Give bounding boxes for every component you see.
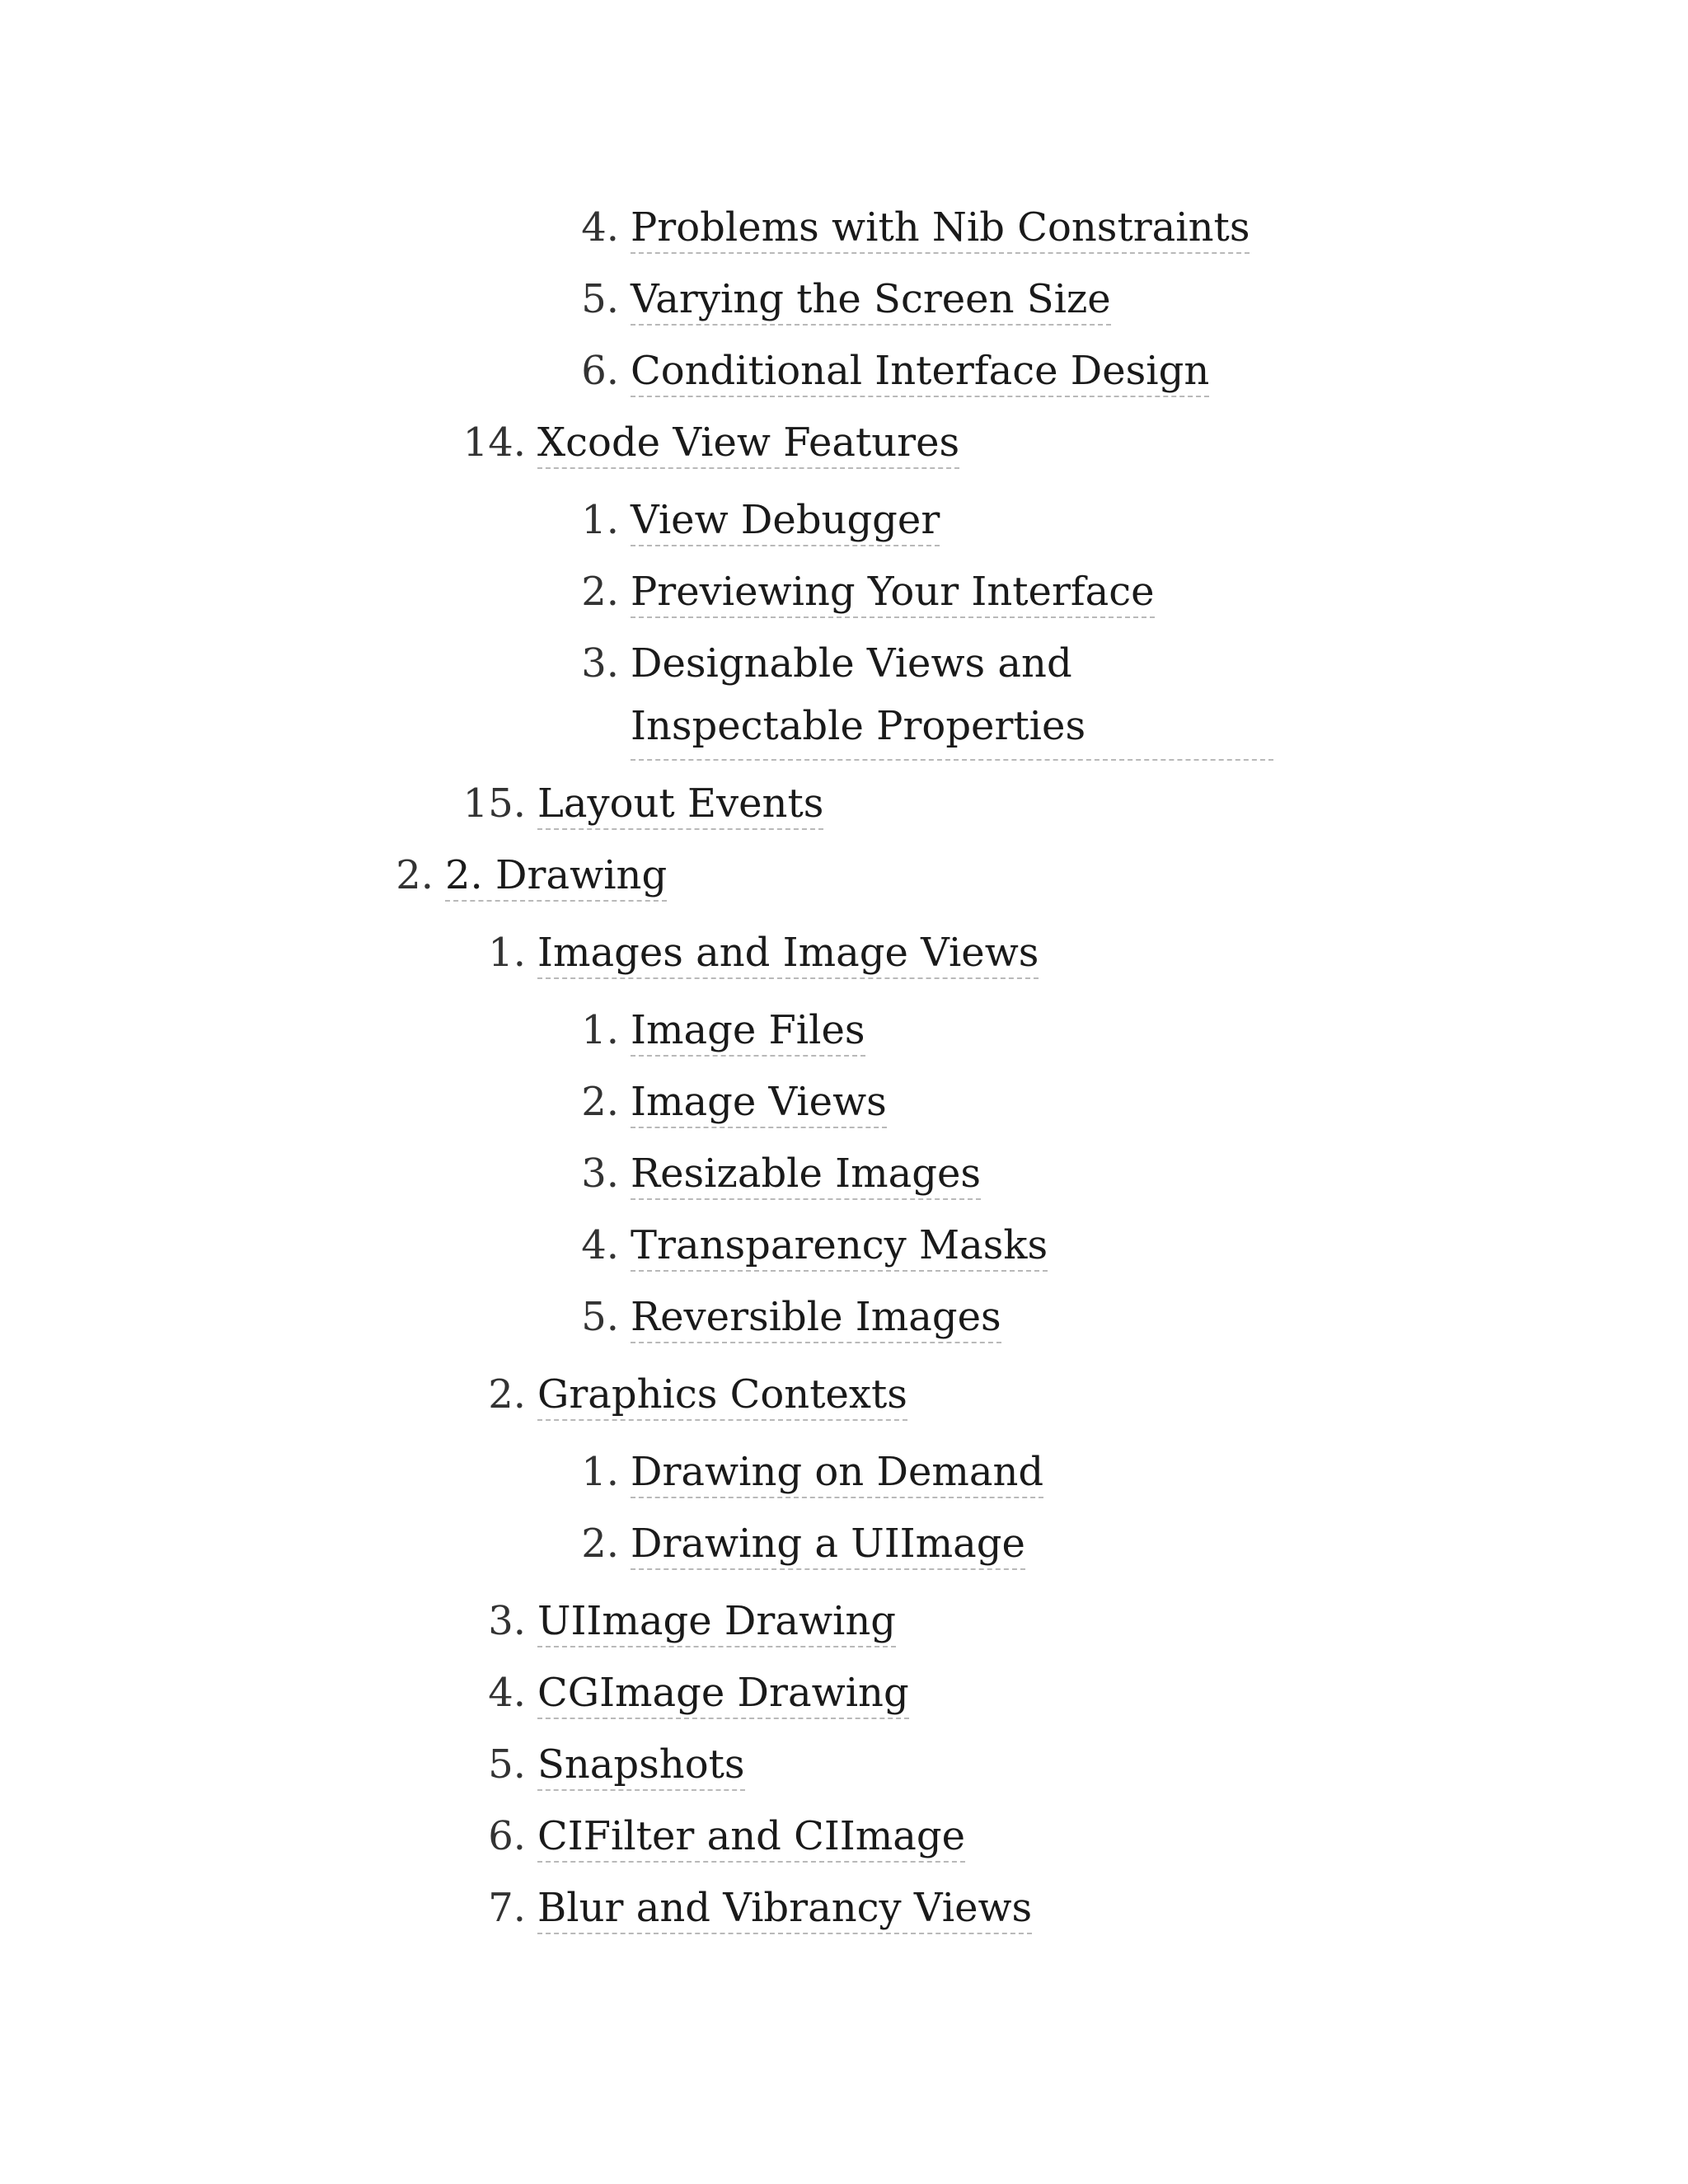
toc-entry-number: 1. [488,930,526,976]
toc-entry [488,1877,1033,1939]
toc-link-drawing-on-demand[interactable]: Drawing on Demand [631,1449,1043,1498]
toc-link-transparency-masks[interactable]: Transparency Masks [631,1222,1048,1272]
toc-link-varying-the-screen-size[interactable]: Varying the Screen Size [631,276,1111,326]
toc-entry [462,411,960,474]
toc-entry [396,844,668,907]
toc-entry-number: 4. [581,204,619,251]
toc-entry [581,489,940,551]
toc-entry-number: 2. [488,1371,526,1418]
toc-link-drawing-a-uiimage[interactable]: Drawing a UIImage [631,1521,1025,1570]
toc-entry-number: 4. [488,1670,526,1716]
toc-entry [581,560,1155,623]
toc-link-image-views[interactable]: Image Views [631,1079,887,1128]
toc-link-graphics-contexts[interactable]: Graphics Contexts [537,1371,907,1421]
toc-entry-number: 2. [581,1079,619,1125]
toc-entry-number: 1. [581,1449,619,1495]
toc-entry-number: 5. [581,1294,619,1340]
toc-link-images-and-image-views[interactable]: Images and Image Views [537,930,1039,979]
toc-entry [581,268,1111,330]
toc-link-xcode-view-features[interactable]: Xcode View Features [537,419,959,469]
toc-entry-number: 2. [396,852,434,898]
toc-link-designable-views-and-inspectable-properties[interactable]: Designable Views and Inspectable Properties [631,632,1273,761]
toc-entry-number: 14. [462,419,526,466]
toc-link-cifilter-and-ciimage[interactable]: CIFilter and CIImage [537,1813,965,1863]
toc-entry-number: 6. [488,1813,526,1859]
toc-link-snapshots[interactable]: Snapshots [537,1741,745,1791]
toc-entry-number: 1. [581,1007,619,1053]
toc-entry [581,999,865,1062]
toc-entry [581,340,1210,402]
toc-link-blur-and-vibrancy-views[interactable]: Blur and Vibrancy Views [537,1885,1032,1934]
toc-entry [581,1071,887,1133]
toc-entry-number: 4. [581,1222,619,1268]
toc-entry-number: 6. [581,348,619,394]
toc-entry-number: 3. [581,1151,619,1197]
toc-link-drawing[interactable]: 2. Drawing [445,852,667,902]
toc-entry-number: 7. [488,1885,526,1931]
toc-link-image-files[interactable]: Image Files [631,1007,865,1057]
toc-entry-number: 3. [488,1598,526,1644]
toc-entry-number: 2. [581,1521,619,1567]
toc-entry-number: 5. [581,276,619,322]
toc-link-conditional-interface-design[interactable]: Conditional Interface Design [631,348,1209,397]
toc-entry [581,1512,1025,1575]
toc-link-resizable-images[interactable]: Resizable Images [631,1151,981,1200]
toc-entry [462,772,824,835]
toc-entry [581,1286,1001,1348]
toc-entry [581,196,1250,259]
toc-entry [581,1142,982,1205]
toc-link-view-debugger[interactable]: View Debugger [631,497,940,546]
toc-link-cgimage-drawing[interactable]: CGImage Drawing [537,1670,909,1719]
toc-link-uiimage-drawing[interactable]: UIImage Drawing [537,1598,896,1647]
toc-entry [488,1590,897,1652]
toc-entry [581,1441,1044,1503]
toc-entry [581,1214,1048,1277]
toc-entry [488,1661,909,1724]
toc-entry-number: 2. [581,569,619,615]
toc-entry [488,1363,907,1426]
toc-link-reversible-images[interactable]: Reversible Images [631,1294,1001,1343]
toc-link-previewing-your-interface[interactable]: Previewing Your Interface [631,569,1155,618]
toc-entry [488,1805,966,1868]
toc-entry-number: 5. [488,1741,526,1788]
toc-entry [581,632,1273,761]
toc-entry [488,1733,745,1796]
toc-link-problems-with-nib-constraints[interactable]: Problems with Nib Constraints [631,204,1250,254]
toc-entry-number: 3. [581,640,619,687]
toc-link-layout-events[interactable]: Layout Events [537,780,823,830]
toc-entry-number: 1. [581,497,619,543]
toc-entry-number: 15. [462,780,526,827]
toc-entry [488,921,1039,984]
